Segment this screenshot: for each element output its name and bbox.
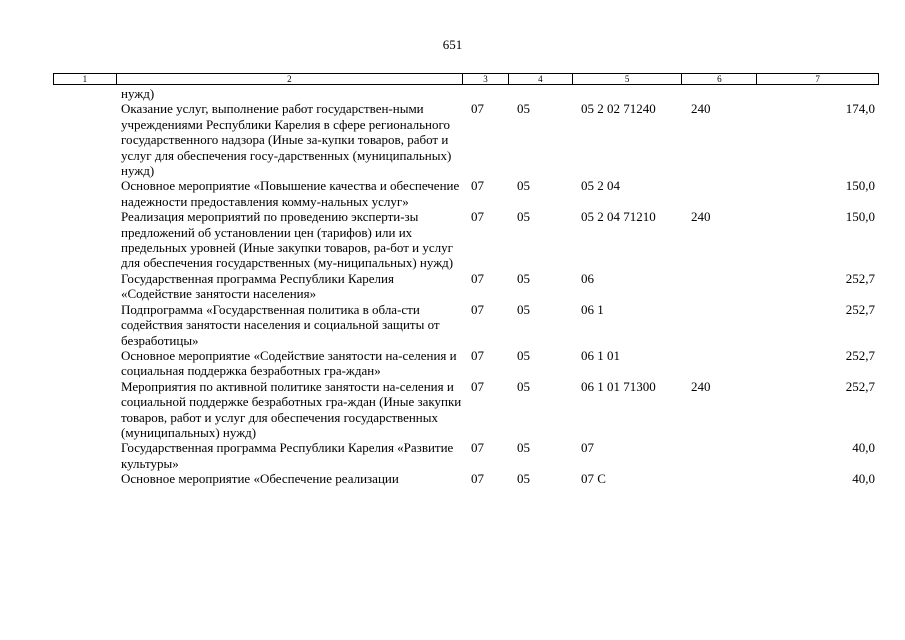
table-row xyxy=(0,379,905,441)
row-section: 07 xyxy=(471,440,484,456)
table-row xyxy=(0,178,905,209)
row-section: 07 xyxy=(471,378,484,394)
row-amount: 40,0 xyxy=(852,471,875,487)
row-section: 07 xyxy=(471,209,484,225)
row-subsection: 05 xyxy=(517,178,530,194)
row-section: 07 xyxy=(471,270,484,286)
row-amount: 40,0 xyxy=(852,440,875,456)
row-description: Основное мероприятие «Повышение качества и обеспечение надежности предоставления комму-нальных услуг» xyxy=(121,178,460,209)
row-expense-type: 240 xyxy=(691,209,711,225)
row-subsection: 05 xyxy=(517,270,530,286)
row-expense-type: 240 xyxy=(691,378,711,394)
row-amount: 252,7 xyxy=(845,301,875,317)
row-subsection: 05 xyxy=(517,440,530,456)
row-target-code: 07 С xyxy=(581,471,606,487)
row-description: Реализация мероприятий по проведению эксперти-зы предложений об установлении цен (тарифов) или их предельных уровней (Иные закупки товаров, ра-бот и услуг для обеспечения государственных (му-ниципальных) нужд) xyxy=(121,209,454,271)
row-section: 07 xyxy=(471,178,484,194)
table-row xyxy=(0,271,905,302)
row-section: 07 xyxy=(471,347,484,363)
row-description: Государственная программа Республики Карелия «Развитие культуры» xyxy=(121,440,454,471)
header-col-3: 3 xyxy=(463,74,509,84)
row-subsection: 05 xyxy=(517,378,530,394)
row-description: нужд) xyxy=(121,86,155,101)
row-target-code: 06 1 xyxy=(581,301,604,317)
row-target-code: 07 xyxy=(581,440,594,456)
row-description: Мероприятия по активной политике занятости на-селения и социальной поддержке безработных гра-ждан (Иные закупки товаров, работ и услуг для обеспечения государственных (муниципальных) нужд) xyxy=(121,378,462,440)
row-target-code: 06 1 01 71300 xyxy=(581,378,656,394)
row-target-code: 06 xyxy=(581,270,594,286)
header-col-5: 5 xyxy=(573,74,683,84)
row-target-code: 05 2 02 71240 xyxy=(581,101,656,117)
table-row xyxy=(0,348,905,379)
row-section: 07 xyxy=(471,471,484,487)
table-row xyxy=(0,471,905,486)
row-section: 07 xyxy=(471,301,484,317)
header-col-7: 7 xyxy=(815,74,820,84)
header-col-6: 6 xyxy=(682,74,757,84)
table-body xyxy=(0,86,905,487)
row-amount: 252,7 xyxy=(845,270,875,286)
header-col-2: 2 xyxy=(117,74,463,84)
table-header xyxy=(53,73,879,85)
row-amount: 252,7 xyxy=(845,347,875,363)
row-expense-type: 240 xyxy=(691,101,711,117)
header-col-1: 1 xyxy=(54,74,117,84)
table-row xyxy=(0,440,905,471)
row-description: Основное мероприятие «Обеспечение реализации xyxy=(121,471,399,487)
row-description: Подпрограмма «Государственная политика в обла-сти содействия занятости населения и социальной защиты от безработицы» xyxy=(121,301,440,348)
row-amount: 174,0 xyxy=(845,101,875,117)
header-col-4: 4 xyxy=(509,74,573,84)
page-number: 651 xyxy=(442,37,463,52)
row-description: Государственная программа Республики Карелия «Содействие занятости населения» xyxy=(121,270,394,302)
row-subsection: 05 xyxy=(517,209,530,225)
row-target-code: 05 2 04 xyxy=(581,178,620,194)
table-row xyxy=(0,302,905,348)
row-target-code: 05 2 04 71210 xyxy=(581,209,656,225)
row-amount: 150,0 xyxy=(845,209,875,225)
row-subsection: 05 xyxy=(517,347,530,363)
table-row xyxy=(0,101,905,178)
row-subsection: 05 xyxy=(517,471,530,487)
table-row xyxy=(0,86,905,101)
row-subsection: 05 xyxy=(517,101,530,117)
row-amount: 252,7 xyxy=(845,378,875,394)
table-row xyxy=(0,209,905,271)
row-amount: 150,0 xyxy=(845,178,875,194)
row-section: 07 xyxy=(471,101,484,117)
row-target-code: 06 1 01 xyxy=(581,347,620,363)
row-subsection: 05 xyxy=(517,301,530,317)
row-description: Основное мероприятие «Содействие занятости на-селения и социальная поддержка безработных гра-ждан» xyxy=(121,347,457,379)
row-description: Оказание услуг, выполнение работ государствен-ными учреждениями Республики Карелия в сфере регионального государственного надзора (Иные за-купки товаров, работ и услуг для обеспечения госу-дарственных (муниципальных) нужд) xyxy=(121,101,452,179)
